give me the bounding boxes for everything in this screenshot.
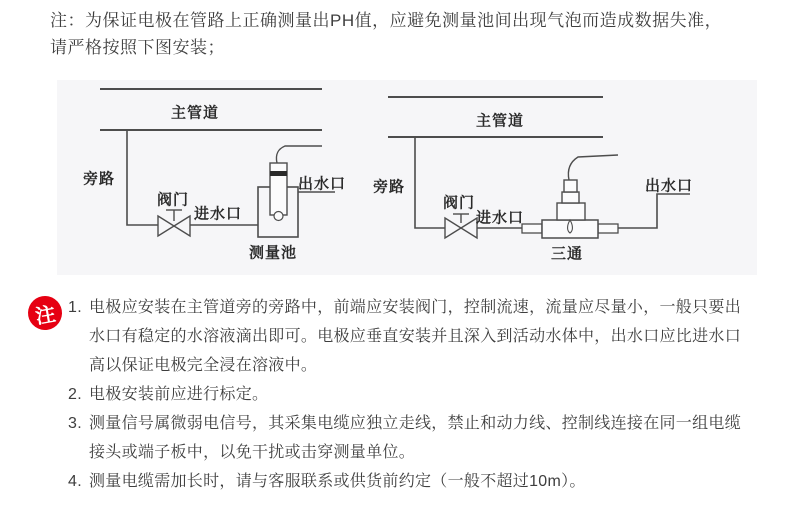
header-note-line1: 注：为保证电极在管路上正确测量出PH值，应避免测量池间出现气泡而造成数据失准， — [50, 11, 723, 30]
right-electrode-flange — [557, 203, 585, 220]
note-item-text: 电极安装前应进行标定。 — [89, 386, 269, 403]
left-inlet-label: 进水口 — [193, 205, 243, 223]
left-main-pipe-label: 主管道 — [170, 104, 220, 122]
left-valve-right-wedge — [174, 216, 190, 236]
note-item-number: 1. — [68, 299, 82, 316]
header-note — [50, 7, 760, 61]
right-diagram-pipes — [388, 97, 690, 228]
note-item-number: 4. — [68, 473, 82, 490]
right-valve-label: 阀门 — [442, 194, 476, 212]
list-item — [68, 467, 748, 496]
left-electrode-body — [270, 163, 287, 215]
right-inlet-label: 进水口 — [475, 209, 525, 227]
right-outlet-pipe — [618, 194, 690, 228]
notes-list — [68, 293, 748, 496]
installation-diagram-panel — [57, 80, 757, 275]
left-vessel-label: 测量池 — [248, 244, 298, 262]
right-vessel-label: 三通 — [550, 245, 584, 263]
right-tee-group — [522, 155, 618, 238]
note-item-number: 3. — [68, 415, 82, 432]
right-electrode-cable — [568, 155, 618, 180]
left-electrode-bulb — [274, 212, 283, 221]
tee-right-connector — [598, 224, 618, 233]
right-bypass-pipe — [415, 137, 445, 228]
right-valve-icon — [445, 214, 477, 238]
left-valve-icon — [158, 210, 190, 236]
note-badge-text: 注 — [33, 302, 58, 329]
right-electrode-neck — [562, 192, 579, 203]
left-bypass-label: 旁路 — [82, 170, 116, 188]
left-electrode-band — [270, 171, 287, 176]
left-valve-left-wedge — [158, 216, 174, 236]
note-item-text: 测量电缆需加长时，请与客服联系或供货前约定（一般不超过10m）。 — [89, 473, 586, 490]
note-badge — [25, 293, 64, 332]
right-electrode-cap — [564, 180, 577, 192]
right-valve-right-wedge — [461, 218, 477, 238]
note-item-text: 电极应安装在主管道旁的旁路中，前端应安装阀门，控制流速，流量应尽量小，一般只要出水口有稳定的水溶液滴出即可。电极应垂直安装并且深入到活动水体中，出水口应比进水口高以保证电极完全浸在溶液中。 — [89, 299, 742, 374]
left-bypass-pipe — [127, 130, 158, 225]
note-item-number: 2. — [68, 386, 82, 403]
right-main-pipe-label: 主管道 — [475, 112, 525, 130]
header-note-line2: 请严格按照下图安装； — [50, 38, 225, 57]
left-valve-label: 阀门 — [156, 191, 190, 209]
right-outlet-label: 出水口 — [644, 177, 694, 195]
left-electrode-cable — [276, 146, 322, 163]
right-valve-left-wedge — [445, 218, 461, 238]
list-item — [68, 293, 748, 380]
note-item-text: 测量信号属微弱电信号，其采集电缆应独立走线，禁止和动力线、控制线连接在同一组电缆接头或端子板中，以免干扰或击穿测量单位。 — [89, 415, 742, 461]
left-outlet-label: 出水口 — [297, 175, 347, 193]
right-bypass-label: 旁路 — [372, 178, 406, 196]
list-item — [68, 380, 748, 409]
tee-left-connector — [522, 224, 542, 233]
list-item — [68, 409, 748, 467]
